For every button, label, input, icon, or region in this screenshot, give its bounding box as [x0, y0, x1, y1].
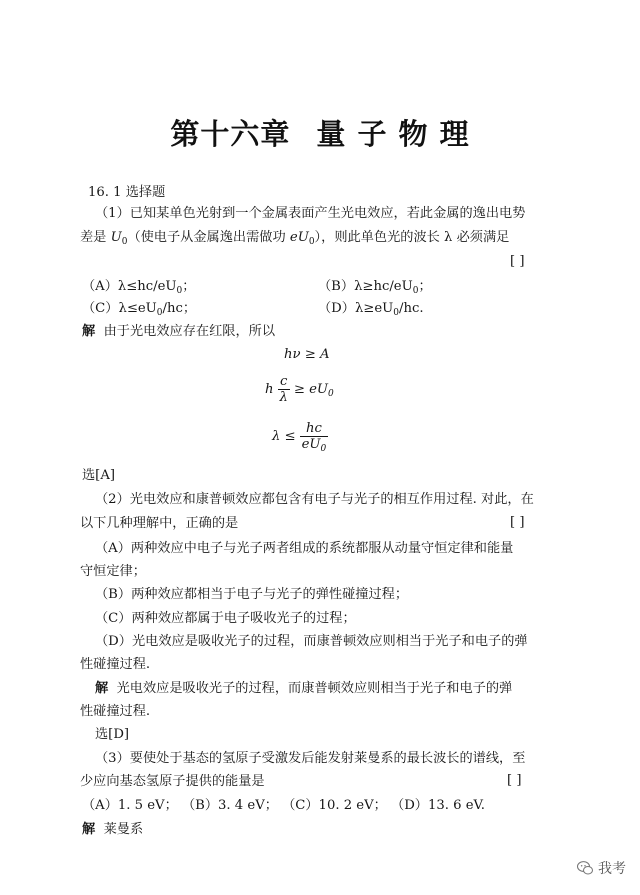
q2-option-b: （B）两种效应都相当于电子与光子的弹性碰撞过程；: [95, 587, 409, 602]
q1-equation-2: h $\frac{c}{\lambda}$ ≥ $eU_0$: [265, 374, 334, 405]
chapter-name: 量 子 物 理: [316, 117, 470, 151]
q2-option-a-line2: 守恒定律；: [80, 564, 146, 579]
q2-choice: 选[D]: [95, 727, 130, 742]
q2-option-d-line2: 性碰撞过程.: [80, 657, 151, 672]
q2-solution-line2: 性碰撞过程.: [80, 704, 151, 719]
q2-option-a-line1: （A）两种效应中电子与光子两者组成的系统都服从动量守恒定律和能量: [95, 541, 514, 556]
q3-line1: （3）要使处于基态的氢原子受激发后能发射莱曼系的最长波长的谱线，至: [95, 751, 526, 766]
q3-options: （A）1. 5 eV； （B）3. 4 eV； （C）10. 2 eV； （D）13. 6 eV.: [82, 798, 485, 813]
q3-answer-bracket: [ ]: [507, 773, 522, 788]
chapter-number: 第十六章: [170, 117, 291, 151]
q2-solution-line1: 解 光电效应是吸收光子的过程，而康普顿效应则相当于光子和电子的弹: [95, 681, 513, 696]
q3-solution: 解 莱曼系: [82, 822, 144, 837]
q3-line2: 少应向基态氢原子提供的能量是: [80, 774, 265, 789]
q2-line2: 以下几种理解中，正确的是: [80, 516, 239, 531]
q1-line2: 差是 $U_0$（使电子从金属逸出需做功 $eU_0$），则此单色光的波长 λ 必须满足: [80, 230, 510, 247]
q2-answer-bracket: [ ]: [510, 515, 525, 530]
q1-choice: 选[A]: [82, 468, 116, 483]
q1-equation-3: λ ≤ $\frac{hc}{eU_0}$: [272, 421, 327, 454]
q1-line1: （1）已知某单色光射到一个金属表面产生光电效应，若此金属的逸出电势: [95, 206, 526, 221]
q2-option-d-line1: （D）光电效应是吸收光子的过程，而康普顿效应则相当于光子和电子的弹: [95, 634, 528, 649]
watermark-text: 我考: [598, 861, 626, 877]
q1-option-b: $(B)\lambda\ge hc/eU_0$；: [318, 279, 432, 296]
q1-solution: 解 由于光电效应存在红限，所以: [82, 324, 276, 339]
watermark: [576, 858, 626, 878]
q1-option-c: $(C)\lambda\le eU_0/hc$；: [82, 301, 197, 318]
chat-bubble-icon: [576, 859, 594, 877]
chapter-title: [0, 112, 640, 153]
q1-equation-1: hν ≥ A: [284, 347, 330, 362]
q2-option-c: （C）两种效应都属于电子吸收光子的过程；: [95, 611, 356, 626]
q1-answer-bracket: [ ]: [510, 254, 525, 269]
q2-line1: （2）光电效应和康普顿效应都包含有电子与光子的相互作用过程. 对此，在: [95, 492, 534, 507]
section-heading: 16. 1 选择题: [88, 185, 166, 200]
q1-option-d: $(D)\lambda\ge eU_0/hc$.: [318, 301, 424, 318]
q1-option-a: $(A)\lambda\le hc/eU_0$；: [82, 279, 196, 296]
